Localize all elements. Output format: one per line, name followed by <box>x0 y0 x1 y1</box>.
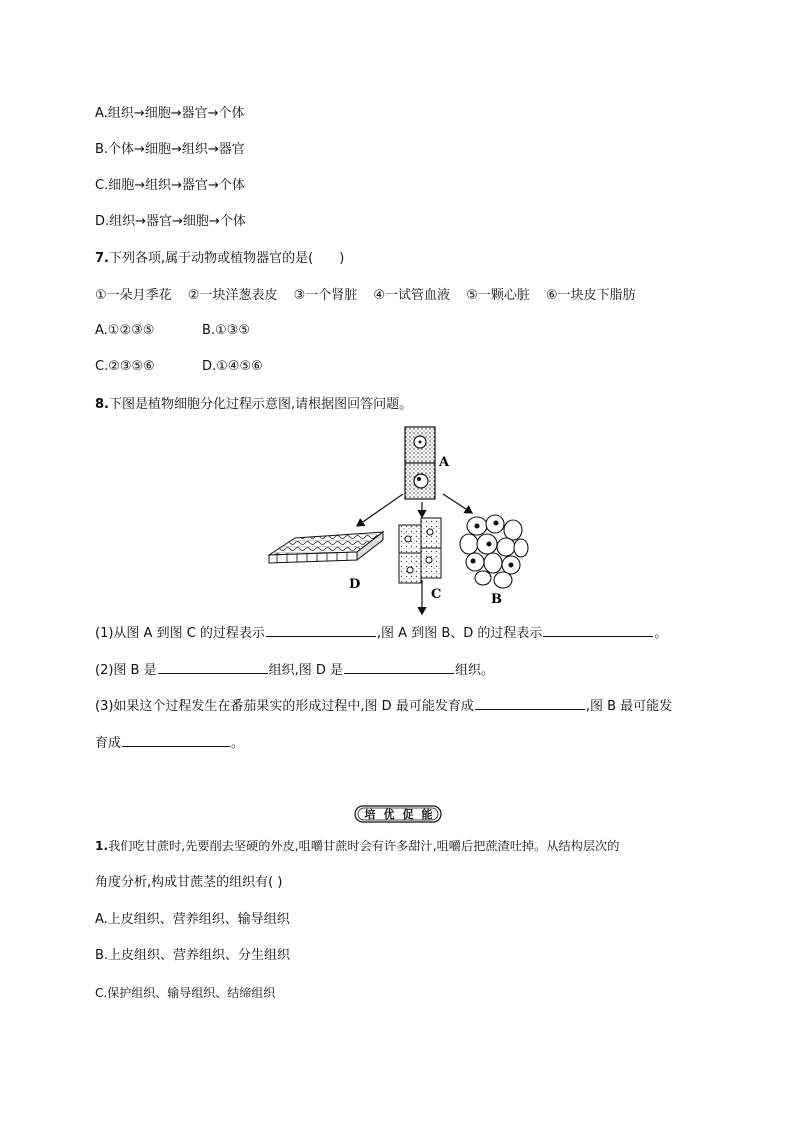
p1-stem-1: 我们吃甘蔗时,先要削去坚硬的外皮,咀嚼甘蔗时会有许多甜汁,咀嚼后把蔗渣吐掉。从结构层次的 <box>108 839 620 853</box>
p1-number: 1. <box>95 839 109 853</box>
q8-sub2-end: 组织。 <box>455 663 495 678</box>
badge-char-4: 能 <box>421 808 433 821</box>
p1-stem-line-1 <box>95 837 619 855</box>
q8-sub3-blank-2[interactable] <box>122 732 230 747</box>
p1-option-a: A.上皮组织、营养组织、输导组织 <box>95 912 290 927</box>
q8-sub2-text-2: 组织,图 D 是 <box>268 663 344 678</box>
q8-sub1-text-1: (1)从图 A 到图 C 的过程表示 <box>95 626 265 641</box>
q8-sub3-blank-1[interactable] <box>475 695 585 710</box>
q7-option-a: A.①②③⑤ <box>95 323 155 338</box>
badge-char-2: 优 <box>383 808 395 821</box>
q7-item-2: ②一块洋葱表皮 <box>187 288 278 303</box>
p1-option-c: C.保护组织、输导组织、结缔组织 <box>95 986 276 1000</box>
q8-number: 8. <box>95 397 109 412</box>
tissue-d <box>269 532 383 563</box>
q6-option-d: D.组织→器官→细胞→个体 <box>95 214 246 229</box>
q8-sub3-text-1: (3)如果这个过程发生在番茄果实的形成过程中,图 D 最可能发育成 <box>95 699 474 714</box>
label-a: A <box>439 455 450 470</box>
q7-item-5: ⑤一颗心脏 <box>466 288 530 303</box>
q8-stem: 下图是植物细胞分化过程示意图,请根据图回答问题。 <box>108 397 413 412</box>
q8-sub3-end: 。 <box>231 736 245 751</box>
q8-sub1-text-2: ,图 A 到图 B、D 的过程表示 <box>376 626 543 641</box>
q8-sub2 <box>95 659 494 680</box>
q8-sub3-text-2: ,图 B 最可能发 <box>585 699 673 714</box>
q8-sub3-line2 <box>95 732 244 753</box>
q7-item-3: ③一个肾脏 <box>293 288 358 303</box>
q7-items <box>95 287 636 305</box>
q8-stem-line <box>95 396 412 414</box>
q8-sub1-blank-1[interactable] <box>266 622 376 637</box>
badge-char-1: 培 <box>364 808 376 821</box>
q6-option-a: A.组织→细胞→器官→个体 <box>95 106 245 121</box>
q7-item-4: ④一试管血液 <box>373 288 451 303</box>
cell-differentiation-figure <box>265 420 535 620</box>
q7-number: 7. <box>95 251 109 266</box>
q7-option-d: D.①④⑤⑥ <box>202 359 263 374</box>
q8-sub2-blank-1[interactable] <box>158 659 268 674</box>
q7-stem: 下列各项,属于动物或植物器官的是( ) <box>108 251 345 266</box>
q7-stem-line <box>95 250 344 268</box>
q7-option-c: C.②③⑤⑥ <box>95 359 155 374</box>
q8-sub3-text-3: 育成 <box>95 736 122 751</box>
section-badge <box>354 804 442 824</box>
q8-sub1 <box>95 622 667 643</box>
q7-item-1: ①一朵月季花 <box>95 288 172 303</box>
arrow-to-b <box>443 494 472 513</box>
q6-option-b: B.个体→细胞→组织→器官 <box>95 142 245 157</box>
arrow-to-d <box>357 494 403 526</box>
q8-sub2-blank-2[interactable] <box>344 659 454 674</box>
q8-sub1-blank-2[interactable] <box>543 622 653 637</box>
q6-option-c: C.细胞→组织→器官→个体 <box>95 178 245 193</box>
label-c: C <box>431 587 442 602</box>
p1-option-b: B.上皮组织、营养组织、分生组织 <box>95 948 291 963</box>
label-d: D <box>349 577 361 592</box>
label-b: B <box>491 592 502 607</box>
cell-group-a <box>405 427 435 499</box>
q8-sub2-text-1: (2)图 B 是 <box>95 663 157 678</box>
q8-sub3 <box>95 695 672 716</box>
p1-stem-line-2: 角度分析,构成甘蔗茎的组织有( ) <box>95 875 283 890</box>
q8-sub1-end: 。 <box>654 626 668 641</box>
q7-item-6: ⑥一块皮下脂肪 <box>545 288 636 303</box>
tissue-b <box>460 515 528 588</box>
cell-group-c <box>399 518 441 583</box>
q7-option-b: B.①③⑤ <box>202 323 251 338</box>
badge-char-3: 促 <box>402 808 414 821</box>
